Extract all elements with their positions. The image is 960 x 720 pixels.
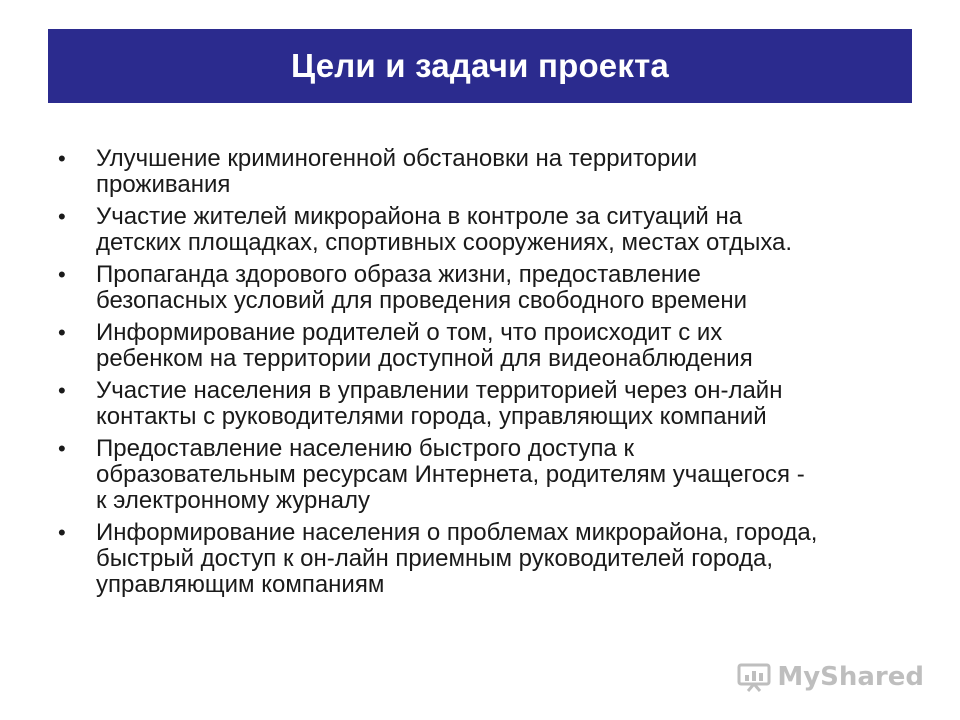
bullet-icon: • — [58, 520, 66, 545]
list-item-text: Предоставление населению быстрого доступа к образовательным ресурсам Интернета, родителям учащегося - к электронному журналу — [96, 435, 805, 514]
list-item-text: Пропаганда здорового образа жизни, предоставление безопасных условий для проведения свободного времени — [96, 261, 748, 314]
list-item — [58, 520, 918, 598]
bullet-icon: • — [58, 204, 66, 229]
bullet-icon: • — [58, 436, 66, 461]
watermark-text: MyShared — [777, 662, 924, 692]
list-item — [58, 204, 918, 256]
list-item-text: Информирование родителей о том, что происходит с их ребенком на территории доступной для видеонаблюдения — [96, 319, 753, 372]
watermark-logo[interactable] — [737, 662, 924, 692]
list-item — [58, 262, 918, 314]
bullet-icon: • — [58, 378, 66, 403]
list-item — [58, 436, 918, 514]
list-item-text: Информирование населения о проблемах микрорайона, города, быстрый доступ к он-лайн приемным руководителей города, управляющим компаниям — [96, 519, 818, 598]
list-item-text: Участие жителей микрорайона в контроле за ситуаций на детских площадках, спортивных сооружениях, местах отдыха. — [96, 203, 793, 256]
slide-title: Цели и задачи проекта — [291, 47, 669, 84]
presentation-board-icon — [737, 662, 771, 692]
list-item-text: Участие населения в управлении территорией через он-лайн контакты с руководителями города, управляющих компаний — [96, 377, 783, 430]
bullet-icon: • — [58, 262, 66, 287]
list-item — [58, 320, 918, 372]
bullet-icon: • — [58, 320, 66, 345]
list-item-text: Улучшение криминогенной обстановки на территории проживания — [96, 145, 698, 198]
list-item — [58, 378, 918, 430]
list-item — [58, 146, 918, 198]
bullet-list — [58, 146, 918, 604]
bullet-icon: • — [58, 146, 66, 171]
title-bar — [48, 29, 912, 103]
